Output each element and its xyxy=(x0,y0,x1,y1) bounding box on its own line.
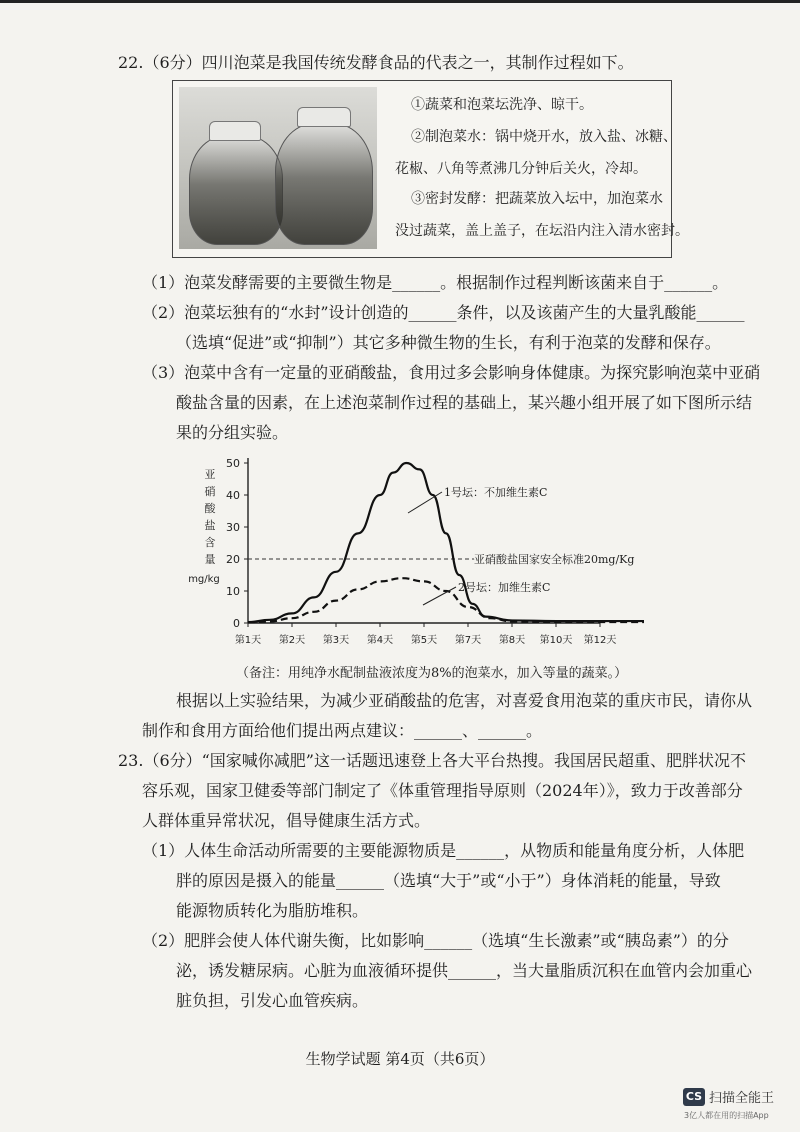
y-axis-label-char: 酸 xyxy=(204,502,216,515)
step-2a: ②制泡菜水：锅中烧开水，放入盐、冰糖、 xyxy=(411,129,677,145)
pickle-jars-photo xyxy=(179,87,377,249)
y-axis-label-char: 盐 xyxy=(204,519,216,532)
q22-after1: 根据以上实验结果，为减少亚硝酸盐的危害，对喜爱食用泡菜的重庆市民，请你从 xyxy=(176,691,753,710)
y-axis-label xyxy=(188,468,220,585)
x-tick-label: 第7天 xyxy=(454,635,482,646)
step-1: ①蔬菜和泡菜坛洗净、晾干。 xyxy=(411,97,593,113)
step-3a: ③密封发酵：把蔬菜放入坛中，加泡菜水 xyxy=(411,191,663,207)
x-tick-label: 第1天 xyxy=(234,635,262,646)
y-tick-label: 40 xyxy=(226,489,240,502)
q23-s2a: （2）肥胖会使人体代谢失衡，比如影响______（选填“生长激素”或“胰岛素”）的分 xyxy=(142,931,729,950)
y-tick-label: 0 xyxy=(233,617,240,630)
q22-sub2b: （选填“促进”或“抑制”）其它多种微生物的生长，有利于泡菜的发酵和保存。 xyxy=(176,333,721,352)
q22-heading: 22.（6分）四川泡菜是我国传统发酵食品的代表之一，其制作过程如下。 xyxy=(118,53,634,72)
nitrite-chart xyxy=(180,448,660,660)
q23-l2: 容乐观，国家卫健委等部门制定了《体重管理指导原则（2024年）》，致力于改善部分 xyxy=(142,781,743,800)
chart-note: （备注：用纯净水配制盐液浓度为8%的泡菜水，加入等量的蔬菜。） xyxy=(236,666,628,681)
y-tick-label: 30 xyxy=(226,521,240,534)
q22-sub3b: 酸盐含量的因素，在上述泡菜制作过程的基础上，某兴趣小组开展了如下图所示结 xyxy=(176,393,753,412)
y-tick-label: 20 xyxy=(226,553,240,566)
q22-sub3c: 果的分组实验。 xyxy=(176,423,289,442)
y-axis-label-char: 亚 xyxy=(204,468,216,481)
top-border xyxy=(0,0,800,3)
y-tick-label: 10 xyxy=(226,585,240,598)
y-axis-label-char: 量 xyxy=(204,553,216,566)
x-tick-label: 第4天 xyxy=(366,635,394,646)
q22-sub2a: （2）泡菜坛独有的“水封”设计创造的______条件，以及该菌产生的大量乳酸能______ xyxy=(142,303,745,322)
q23-s1c: 能源物质转化为脂肪堆积。 xyxy=(176,901,369,920)
x-tick-label: 第8天 xyxy=(498,635,526,646)
y-axis-label-char: 含 xyxy=(204,536,216,549)
series-1-label: 1号坛：不加维生素C xyxy=(444,486,548,499)
brand-slogan: 3亿人都在用的扫描App xyxy=(684,1111,769,1120)
y-tick-label: 50 xyxy=(226,457,240,470)
q22-sub1: （1）泡菜发酵需要的主要微生物是______。根据制作过程判断该菌来自于______。 xyxy=(142,273,729,292)
q23-s2b: 泌，诱发糖尿病。心脏为血液循环提供______，当大量脂质沉积在血管内会加重心 xyxy=(176,961,753,980)
q22-after2: 制作和食用方面给他们提出两点建议：______、______。 xyxy=(142,721,543,740)
x-tick-label: 第5天 xyxy=(410,635,438,646)
brand-name: 扫描全能王 xyxy=(709,1091,775,1106)
step-2b: 花椒、八角等煮沸几分钟后关火，冷却。 xyxy=(395,161,647,177)
x-tick-label: 第10天 xyxy=(539,635,573,646)
step-3b: 没过蔬菜，盖上盖子，在坛沿内注入清水密封。 xyxy=(395,223,689,239)
scanner-brand xyxy=(683,1087,774,1106)
q23-s2c: 脏负担，引发心血管疾病。 xyxy=(176,991,369,1010)
x-tick-label: 第2天 xyxy=(278,635,306,646)
x-tick-label: 第12天 xyxy=(583,635,617,646)
q22-sub3a: （3）泡菜中含有一定量的亚硝酸盐，食用过多会影响身体健康。为探究影响泡菜中亚硝 xyxy=(142,363,761,382)
page-footer: 生物学试题 第4页（共6页） xyxy=(305,1050,495,1068)
reference-label: 亚硝酸盐国家安全标准20mg/Kg xyxy=(474,553,635,566)
q23-l3: 人群体重异常状况，倡导健康生活方式。 xyxy=(142,811,431,830)
q23-heading: 23.（6分）“国家喊你减肥”这一话题迅速登上各大平台热搜。我国居民超重、肥胖状况不 xyxy=(118,751,746,770)
procedure-box xyxy=(172,80,689,258)
camscanner-logo-icon: CS xyxy=(683,1088,705,1106)
y-axis-label-char: 硝 xyxy=(204,485,216,498)
series-2-label: 2号坛：加维生素C xyxy=(458,581,551,594)
y-axis-unit: mg/kg xyxy=(188,574,220,585)
q23-s1a: （1）人体生命活动所需要的主要能源物质是______，从物质和能量角度分析，人体肥 xyxy=(142,841,745,860)
x-tick-label: 第3天 xyxy=(322,635,350,646)
q23-s1b: 胖的原因是摄入的能量______（选填“大于”或“小于”）身体消耗的能量，导致 xyxy=(176,871,721,890)
